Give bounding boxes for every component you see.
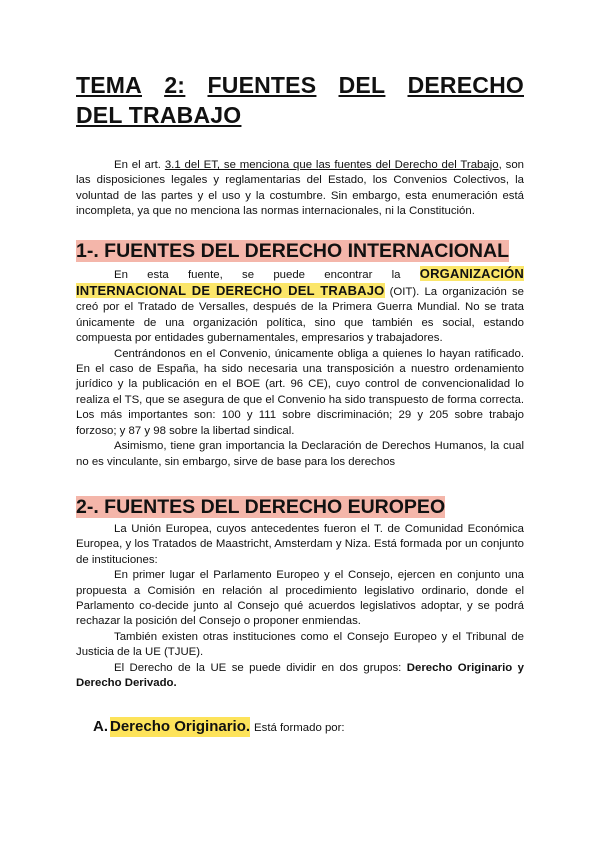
section-1-body [76,266,524,470]
subsection-a-label: Derecho Originario. [110,718,251,736]
intro-rest: , son las disposiciones legales y reglamentarias del Estado, los Convenios Colectivos, la voluntad de las partes y el uso y la costumbre. Sin embargo, esta enumeración está incompleta, ya que no menciona las normas internacionales, ni la Constitución. [76,159,524,218]
s2p4-prefix: El Derecho de la UE se puede dividir en dos grupos: [114,661,407,674]
subsection-a [93,717,524,738]
title-line-1 [76,70,524,100]
subsection-a-letter: A. [93,718,108,736]
document-page [76,70,524,738]
intro-paragraph [76,158,524,220]
section-2-heading [76,494,524,520]
title-word: DEL [338,72,386,98]
title-word: TEMA [76,72,142,98]
title-word: FUENTES [207,72,317,98]
section-1-paragraph-1 [76,266,524,347]
intro-prefix: En el art. [114,159,165,171]
s2p4-bold: Derecho Originario y Derecho Derivado. [76,661,525,689]
title-line-2-text: DEL TRABAJO [76,102,242,128]
title-line-2 [76,100,524,130]
section-2-body [76,522,524,691]
section-2-paragraph-1: La Unión Europea, cuyos antecedentes fueron el T. de Comunidad Económica Europea, y los Tratados de Maastricht, Amsterdam y Niza. Está formada por un conjunto de instituciones: [76,522,524,566]
section-1-paragraph-3: Asimismo, tiene gran importancia la Declaración de Derechos Humanos, la cual no es vinculante, sin embargo, sirve de base para los derechos [76,440,524,468]
title-word: DERECHO [407,72,524,98]
s1p1-prefix: En esta fuente, se puede encontrar la [114,268,420,281]
oit-highlight: ORGANIZACIÓN INTERNACIONAL DE DERECHO DEL TRABAJO [76,265,524,299]
section-1-heading [76,238,524,264]
section-2-paragraph-4 [76,661,524,692]
subsection-a-rest: Está formado por: [254,722,345,735]
section-1-heading-text: 1-. FUENTES DEL DERECHO INTERNACIONAL [76,239,509,262]
section-2-heading-text: 2-. FUENTES DEL DERECHO EUROPEO [76,495,446,518]
s1p1-rest: (OIT). La organización se creó por el Tratado de Versalles, después de la Primera Guerra Mundial. No se trata únicamente de una organización política, sino que también es social, estando compuesta por entidades gubernamentales, empresarios y trabajadores. [76,286,524,345]
document-title [76,70,524,130]
section-2-paragraph-3: También existen otras instituciones como el Consejo Europeo y el Tribunal de Justicia de la UE (TJUE). [76,630,524,659]
intro-underlined: 3.1 del ET, se menciona que las fuentes del Derecho del Trabajo [164,159,499,171]
section-1-paragraph-2: Centrándonos en el Convenio, únicamente obliga a quienes lo hayan ratificado. En el caso de España, ha sido necesaria una transposición a nuestro ordenamiento jurídico y la publicación en el BOE (art. 96 CE), cuyo control de convencionalidad lo realiza el TS, que se asegura de que el Convenio ha sido transpuesto de forma correcta. Los más importantes son: 100 y 111 sobre discriminación; 29 y 205 sobre trabajo forzoso; y 87 y 98 sobre la libertad sindical. [76,347,524,437]
section-2-paragraph-2: En primer lugar el Parlamento Europeo y el Consejo, ejercen en conjunto una propuesta a Comisión en relación al procedimiento legislativo ordinario, donde el Parlamento co-decide junto al Consejo qué acuerdos legislativos adoptar, y se podrá rechazar la posición del Consejo o proponer enmiendas. [76,569,524,628]
title-word: 2: [164,72,186,98]
